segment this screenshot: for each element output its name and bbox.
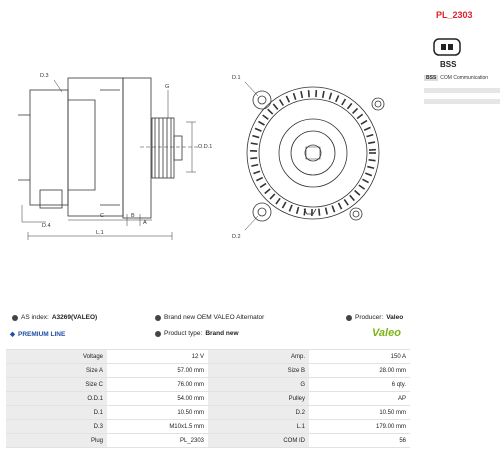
vent-slot [280, 100, 284, 106]
vent-slot [357, 114, 363, 118]
spec-key: D.3 [6, 420, 107, 434]
front-view-housing [247, 87, 379, 219]
vent-slot [359, 185, 365, 189]
vent-slot [251, 143, 258, 144]
connector-label: BSS [440, 60, 457, 69]
vent-slot [263, 115, 269, 119]
info-icon [155, 331, 161, 337]
product-info [0, 314, 500, 344]
vent-slot [347, 103, 351, 109]
vent-slot [294, 93, 296, 100]
vent-slot [361, 121, 367, 125]
label-c: C [100, 213, 104, 219]
spec-key: Pulley [208, 392, 309, 406]
vent-slot [355, 190, 360, 195]
valeo-logo: Valeo [372, 327, 401, 339]
spec-key: Amp. [208, 350, 309, 364]
spec-value: 12 V [107, 350, 208, 364]
vent-slot [260, 183, 266, 187]
spec-value: 150 A [309, 350, 410, 364]
vent-slot [342, 99, 346, 105]
spec-key: Voltage [6, 350, 107, 364]
spec-key: Size A [6, 364, 107, 378]
info-icon [155, 315, 161, 321]
label-l1: L.1 [96, 230, 104, 236]
vent-slot [326, 208, 328, 215]
spec-value: 54.00 mm [107, 392, 208, 406]
vent-slot [253, 171, 260, 173]
info-icon [12, 315, 18, 321]
spec-row [6, 378, 410, 392]
vent-slot [367, 167, 374, 169]
spec-value: 10.50 mm [309, 406, 410, 420]
vent-slot [251, 165, 258, 166]
spec-value: 56 [309, 434, 410, 448]
vent-slot [256, 178, 262, 181]
description: Brand new OEM VALEO Alternator [155, 314, 264, 321]
spec-key: Plug [6, 434, 107, 448]
vent-slot [344, 199, 348, 205]
vent-slot [338, 203, 341, 209]
vent-slot [273, 104, 277, 109]
vent-slot [323, 91, 324, 98]
label-d4: D.4 [42, 223, 51, 229]
vent-slot [364, 127, 370, 130]
spec-key: Size C [6, 378, 107, 392]
vent-slot [286, 96, 289, 102]
spec-row [6, 350, 410, 364]
product-type: Product type: Brand new [155, 330, 239, 337]
vent-slot [369, 160, 376, 161]
vent-slot [353, 108, 358, 113]
spec-value: PL_2303 [107, 434, 208, 448]
spec-key: COM ID [208, 434, 309, 448]
spec-row [6, 406, 410, 420]
spec-value: M10x1.5 mm [107, 420, 208, 434]
producer: Producer: Valeo [346, 314, 403, 321]
spec-value: AP [309, 392, 410, 406]
spec-key: Size B [208, 364, 309, 378]
label-d1: D.1 [232, 75, 241, 81]
spec-key: L.1 [208, 420, 309, 434]
vent-slot [258, 122, 264, 126]
spec-value: 6 qty. [309, 378, 410, 392]
vent-slot [289, 205, 292, 211]
spec-row [6, 434, 410, 448]
connector-legend [424, 74, 500, 104]
specs-table [6, 349, 410, 448]
spec-row [6, 392, 410, 406]
spec-key: D.2 [208, 406, 309, 420]
spec-value: 10.50 mm [107, 406, 208, 420]
label-g: G [165, 84, 170, 90]
vent-slot [367, 135, 374, 137]
vent-slot [319, 209, 320, 216]
as-index: AS index: A3269(VALEO) [12, 314, 97, 321]
plug-code: PL_2303 [436, 10, 473, 20]
vent-slot [365, 173, 372, 176]
vent-slot [250, 158, 257, 159]
label-od1: O.D.1 [198, 144, 213, 150]
label-d3: D.3 [40, 73, 49, 79]
spec-key: G [208, 378, 309, 392]
vent-slot [252, 136, 259, 138]
premium-line: ◆ PREMIUM LINE [10, 330, 66, 338]
plug-connector-icon [432, 36, 462, 58]
vent-slot [362, 179, 368, 182]
legend-row [424, 99, 500, 104]
spec-value: 179.00 mm [309, 420, 410, 434]
label-a: A [143, 220, 147, 226]
vent-slot [301, 91, 302, 98]
vent-slot [276, 198, 280, 204]
vent-slot [270, 194, 275, 199]
vent-slot [255, 128, 261, 131]
spec-key: D.1 [6, 406, 107, 420]
vent-slot [368, 142, 375, 143]
vent-slot [336, 95, 339, 101]
spec-row [6, 420, 410, 434]
as-index-value: A3269(VALEO) [51, 314, 98, 321]
vent-slot [268, 109, 273, 114]
label-d2: D.2 [232, 234, 241, 240]
spec-key: O.D.1 [6, 392, 107, 406]
spec-row [6, 364, 410, 378]
spec-value: 28.00 mm [309, 364, 410, 378]
vent-slot [350, 195, 355, 200]
label-b: B [131, 213, 135, 219]
vent-slot [329, 93, 331, 100]
diamond-icon: ◆ [10, 331, 15, 338]
side-view-rear-housing [30, 90, 68, 205]
info-icon [346, 315, 352, 321]
legend-text: COM Communication [440, 75, 489, 81]
legend-tag: BSS [426, 75, 437, 81]
legend-row [424, 88, 500, 93]
vent-slot [265, 189, 270, 193]
spec-value: 57.00 mm [107, 364, 208, 378]
vent-slot [297, 207, 299, 214]
spec-value: 76.00 mm [107, 378, 208, 392]
vent-slot [304, 208, 305, 215]
vent-slot [332, 206, 334, 213]
vent-slot [282, 202, 285, 208]
